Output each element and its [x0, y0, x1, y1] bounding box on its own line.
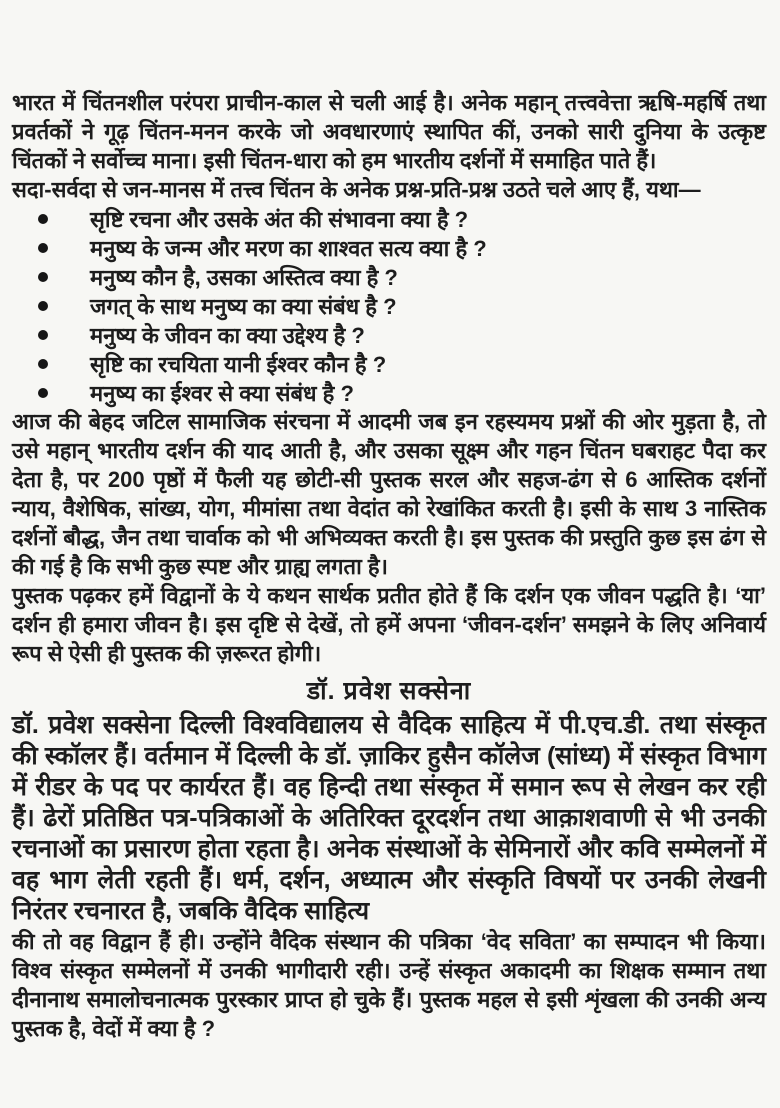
question-text: जगत् के साथ मनुष्य का क्या संबंध है ?: [90, 293, 397, 319]
author-bio-continued: [12, 927, 766, 1043]
bullet-icon: [38, 301, 48, 311]
question-item: [12, 378, 766, 407]
question-text: सृष्टि का रचयिता यानी ईश्वर कौन है ?: [90, 351, 387, 377]
question-item: [12, 204, 766, 233]
question-item: [12, 320, 766, 349]
author-bio-part1: दिल्ली विश्वविद्यालय से वैदिक साहित्य में पी.एच.डी. तथा संस्कृत की स्कॉलर हैं। वर्तमान में दिल्ली के डॉ. ज़ाकिर हुसैन कॉलेज (सांध्य) में संस्कृत विभाग में रीडर के पद पर कार्यरत हैं। वह हिन्दी तथा संस्कृत में समान रूप से लेखन कर रही हैं। ढेरों प्रतिष्ठित पत्र-पत्रिकाओं के अतिरिक्त दूरदर्शन तथा आक़ाशवाणी से भी उनकी रचनाओं का प्रसारण होता रहता है। अनेक संस्थाओं के सेमिनारों और कवि सम्मेलनों में वह भाग लेती रहती हैं। धर्म, दर्शन, अध्यात्म और संस्कृति विषयों पर उनकी लेखनी निरंतर रचनारत है, जबकि वैदिक साहित्य: [12, 711, 766, 925]
author-name: डॉ. प्रवेश सक्सेना: [12, 711, 171, 739]
question-text: मनुष्य का ईश्वर से क्या संबंध है ?: [90, 380, 354, 406]
bullet-icon: [38, 359, 48, 369]
author-bio-part2: की तो वह विद्वान हैं ही। उन्होंने वैदिक संस्थान की पत्रिका ‘वेद सविता’ का सम्पादन भी किया। विश्व संस्कृत सम्मेलनों में उनकी भागीदारी रही। उन्हें संस्कृत अकादमी का शिक्षक सम्मान तथा दीनानाथ समालोचनात्मक पुरस्कार प्राप्त हो चुके हैं। पुस्तक महल से इसी शृंखला की उनकी अन्य पुस्तक है,: [12, 929, 766, 1041]
bullet-icon: [38, 330, 48, 340]
question-text: मनुष्य के जीवन का क्या उद्देश्य है ?: [90, 322, 365, 348]
author-heading: डॉ. प्रवेश सक्सेना: [306, 677, 472, 705]
bullet-icon: [38, 272, 48, 282]
intro-paragraph-3: पुस्तक पढ़कर हमें विद्वानों के ये कथन सार्थक प्रतीत होते हैं कि दर्शन एक जीवन पद्धति है। ‘या’ दर्शन ही हमारा जीवन है। इस दृष्टि से देखें, तो हमें अपना ‘जीवन-दर्शन’ समझने के लिए अनिवार्य रूप से ऐसी ही पुस्तक की ज़रूरत होगी।: [12, 583, 766, 666]
question-item: [12, 262, 766, 291]
question-text: मनुष्य के जन्म और मरण का शाश्वत सत्य क्या है ?: [90, 235, 487, 261]
bullet-icon: [38, 388, 48, 398]
intro-paragraph-1: भारत में चिंतनशील परंपरा प्राचीन-काल से चली आई है। अनेक महान् तत्त्ववेत्ता ऋषि-महर्षि तथा प्रवर्तकों ने गूढ़ चिंतन-मनन करके जो अवधारणाएं स्थापित कीं, उनको सारी दुनिया के उत्कृष्ट चिंतकों ने सर्वोच्च माना। इसी चिंतन-धारा को हम भारतीय दर्शनों में समाहित पाते हैं।: [12, 90, 766, 173]
question-text: मनुष्य कौन है, उसका अस्तित्व क्या है ?: [90, 264, 398, 290]
question-item: [12, 291, 766, 320]
question-item: [12, 349, 766, 378]
author-bio-main: [12, 710, 766, 927]
bullet-icon: [38, 214, 48, 224]
other-book-title: वेदों में क्या है ?: [92, 1016, 216, 1041]
bullet-icon: [38, 243, 48, 253]
question-text: सृष्टि रचना और उसके अंत की संभावना क्या है ?: [90, 206, 469, 232]
questions-intro: सदा-सर्वदा से जन-मानस में तत्त्व चिंतन के अनेक प्रश्न-प्रति-प्रश्न उठते चले आए हैं, यथा—: [12, 177, 701, 202]
question-item: [12, 233, 766, 262]
questions-list: [12, 204, 766, 407]
intro-paragraph-2: आज की बेहद जटिल सामाजिक संरचना में आदमी जब इन रहस्यमय प्रश्नों की ओर मुड़ता है, तो उसे महान् भारतीय दर्शन की याद आती है, और उसका सूक्ष्म और गहन चिंतन घबराहट पैदा कर देता है, पर 200 पृष्ठों में फैली यह छोटी-सी पुस्तक सरल और सहज-ढंग से 6 आस्तिक दर्शनों न्याय, वैशेषिक, सांख्य, योग, मीमांसा तथा वेदांत को रेखांकित करती है। इसी के साथ 3 नास्तिक दर्शनों बौद्ध, जैन तथा चार्वाक को भी अभिव्यक्त करती है। इस पुस्तक की प्रस्तुति कुछ इस ढंग से की गई है कि सभी कुछ स्पष्ट और ग्राह्य लगता है।: [12, 409, 766, 579]
